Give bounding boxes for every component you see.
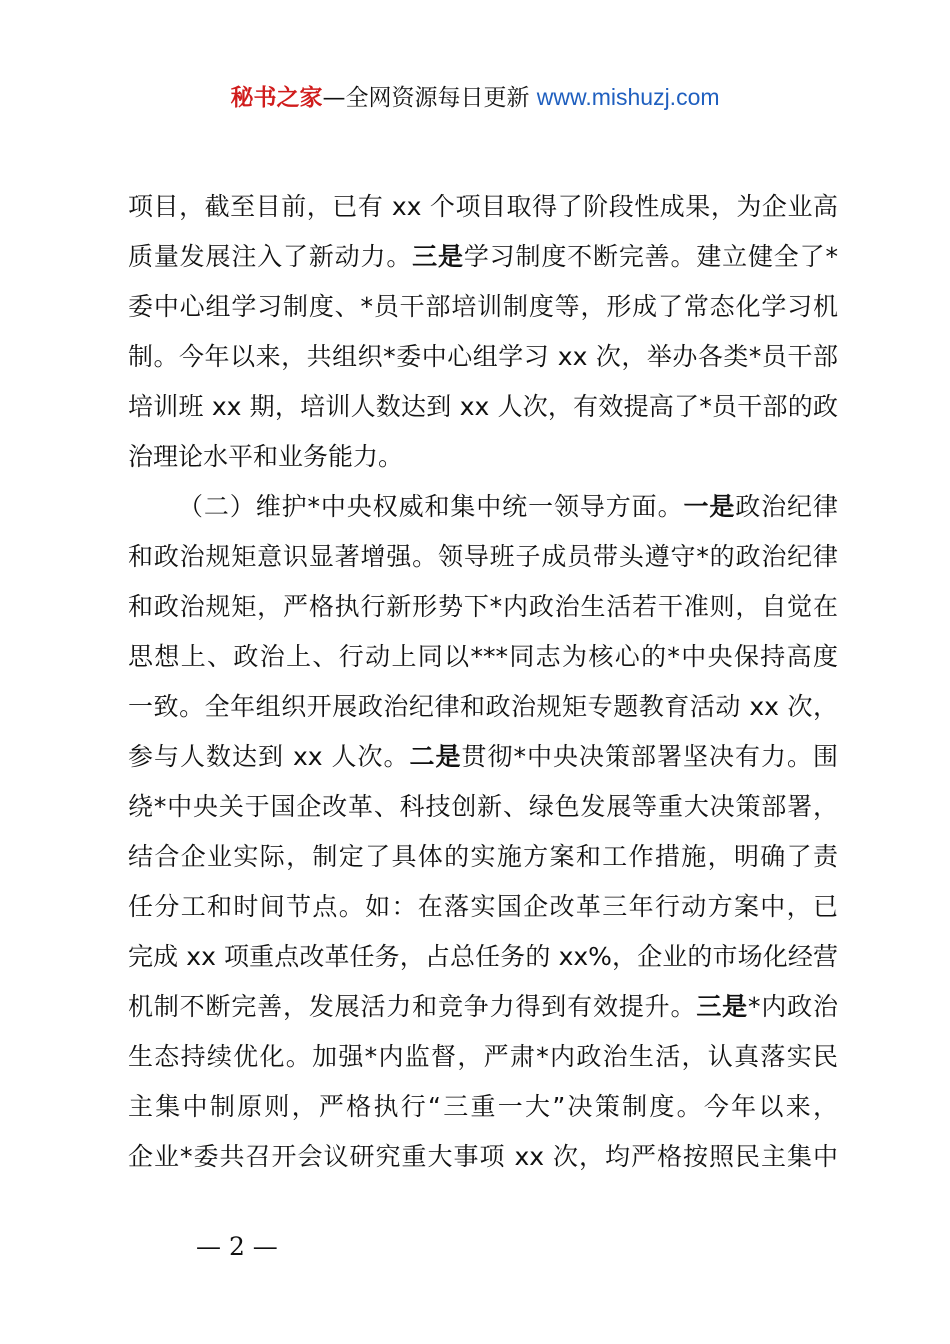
text-line [128, 532, 838, 582]
text-segment: 绕*中央关于国企改革、科技创新、绿色发展等重大决策部署， [128, 792, 838, 821]
text-line [128, 432, 838, 482]
text-segment: 和政治规矩，严格执行新形势下*内政治生活若干准则，自觉在 [128, 592, 838, 621]
bold-text-segment: 三是 [696, 992, 748, 1021]
text-segment: 参与人数达到 xx 人次。 [128, 742, 410, 771]
text-line [128, 982, 838, 1032]
text-segment: （二）维护*中央权威和集中统一领导方面。 [178, 492, 684, 521]
text-line [128, 632, 838, 682]
text-segment: 一致。全年组织开展政治纪律和政治规矩专题教育活动 xx 次， [128, 692, 838, 721]
text-line [128, 932, 838, 982]
text-line [128, 832, 838, 882]
site-brand: 秘书之家 [230, 85, 323, 111]
text-line [128, 182, 838, 232]
text-segment: 治理论水平和业务能力。 [128, 442, 404, 471]
text-line [128, 732, 838, 782]
text-segment: 质量发展注入了新动力。 [128, 242, 413, 271]
page-number: — 2 — [196, 1232, 278, 1261]
text-line [128, 482, 838, 532]
text-line [128, 282, 838, 332]
text-line [128, 782, 838, 832]
site-header [0, 80, 950, 115]
text-segment: 生态持续优化。加强*内监督，严肃*内政治生活，认真落实民 [128, 1042, 838, 1071]
bold-text-segment: 二是 [409, 742, 462, 771]
text-segment: 主集中制原则，严格执行“三重一大”决策制度。今年以来， [128, 1092, 838, 1121]
text-segment: 任分工和时间节点。如：在落实国企改革三年行动方案中，已 [128, 892, 838, 921]
text-segment: 项目，截至目前，已有 xx 个项目取得了阶段性成果，为企业高 [128, 192, 838, 221]
text-segment: 思想上、政治上、行动上同以***同志为核心的*中央保持高度 [128, 642, 838, 671]
text-line [128, 582, 838, 632]
text-line [128, 332, 838, 382]
text-line [128, 1132, 838, 1182]
text-segment: 机制不断完善，发展活力和竞争力得到有效提升。 [128, 992, 697, 1021]
text-line [128, 1032, 838, 1082]
document-body [128, 182, 838, 1182]
text-segment: 结合企业实际，制定了具体的实施方案和工作措施，明确了责 [128, 842, 838, 871]
text-line [128, 382, 838, 432]
text-segment: 企业*委共召开会议研究重大事项 xx 次，均严格按照民主集中 [128, 1142, 838, 1171]
text-segment: 制。今年以来，共组织*委中心组学习 xx 次，举办各类*员干部 [128, 342, 838, 371]
text-segment: 学习制度不断完善。建立健全了* [463, 242, 838, 271]
text-segment: 贯彻*中央决策部署坚决有力。围 [461, 742, 838, 771]
text-segment: 培训班 xx 期，培训人数达到 xx 人次，有效提高了*员干部的政 [128, 392, 838, 421]
site-url[interactable]: www.mishuzj.com [536, 84, 720, 110]
text-segment: *内政治 [747, 992, 838, 1021]
text-line [128, 232, 838, 282]
text-segment: 和政治规矩意识显著增强。领导班子成员带头遵守*的政治纪律 [128, 542, 838, 571]
text-line [128, 1082, 838, 1132]
site-tagline: —全网资源每日更新 [322, 85, 530, 111]
bold-text-segment: 一是 [683, 492, 736, 521]
text-segment: 政治纪律 [735, 492, 838, 521]
text-line [128, 682, 838, 732]
text-line [128, 882, 838, 932]
text-segment: 委中心组学习制度、*员干部培训制度等，形成了常态化学习机 [128, 292, 838, 321]
bold-text-segment: 三是 [412, 242, 464, 271]
text-segment: 完成 xx 项重点改革任务，占总任务的 xx%，企业的市场化经营 [128, 942, 838, 971]
